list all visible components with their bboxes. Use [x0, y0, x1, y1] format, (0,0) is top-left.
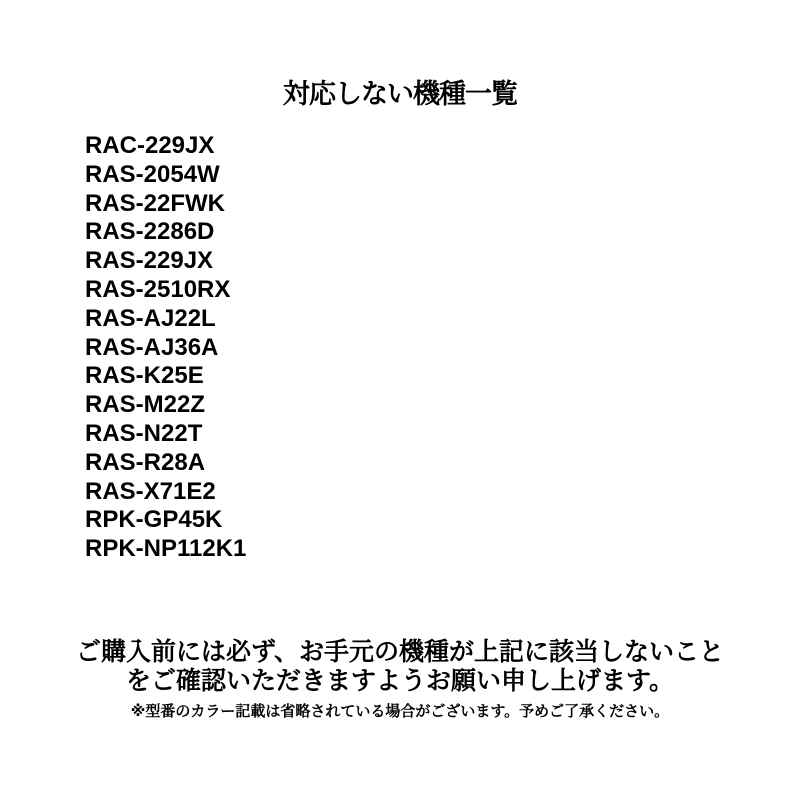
purchase-warning-line2: をご確認いただきますようお願い申し上げます。	[125, 667, 674, 695]
page-title: 対応しない機種一覧	[283, 79, 517, 109]
incompatible-model-list	[85, 132, 246, 564]
model-number-item: RAS-N22T	[85, 419, 203, 447]
model-number-item: RAS-K25E	[85, 362, 204, 390]
model-number-item: RAS-2510RX	[85, 275, 231, 303]
model-number-item: RAS-2054W	[85, 160, 220, 188]
model-number-item: RAS-AJ36A	[85, 333, 219, 361]
color-omission-note: ※型番のカラー記載は省略されている場合がございます。予めご了承ください。	[130, 703, 670, 720]
purchase-warning	[0, 638, 800, 696]
model-number-item: RAS-M22Z	[85, 391, 206, 419]
model-number-item: RPK-NP112K1	[85, 535, 247, 563]
model-number-item: RAS-2286D	[85, 218, 215, 246]
model-number-item: RAS-22FWK	[85, 189, 226, 217]
model-number-item: RAC-229JX	[85, 132, 215, 159]
model-number-item: RAS-R28A	[85, 448, 206, 476]
purchase-warning-line1: ご購入前には必ず、お手元の機種が上記に該当しないこと	[75, 638, 724, 666]
model-number-item: RPK-GP45K	[85, 506, 223, 534]
model-number-item: RAS-229JX	[85, 247, 214, 275]
model-number-item: RAS-AJ22L	[85, 304, 216, 332]
model-number-item: RAS-X71E2	[85, 477, 216, 505]
